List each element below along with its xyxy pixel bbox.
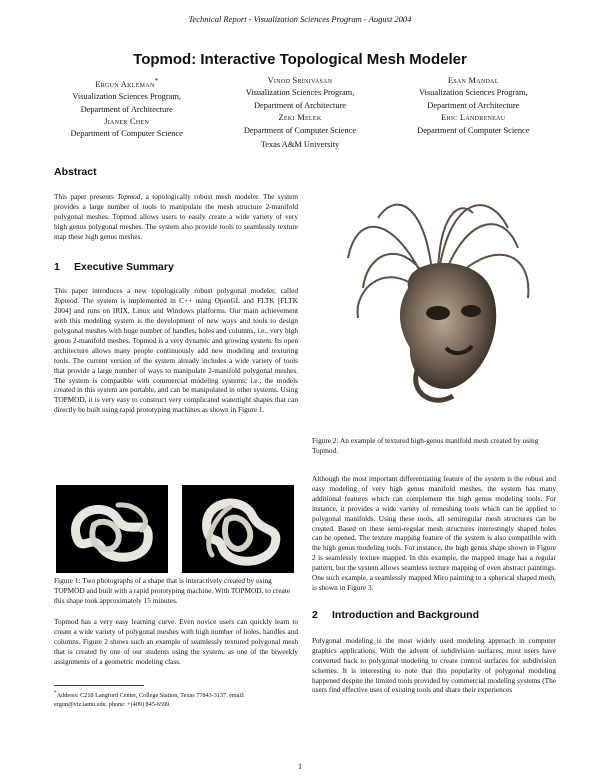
footnote-mark: * (154, 77, 159, 85)
section-1-paragraph-3: Although the most important differentiating feature of the system is the robust and easy modeling of very high genus manifold meshes, the system has many additional features which can complement the high genus modeling tools. For instance, it provides a wide variety of remeshing tools which can be applied to polygonal manifolds. Using these tools, all semiregular mesh structures can be created. Based on these semi-regular mesh structures interestingly shaped holes can be opened. The texture mapping feature of the system is also compatible with the high genus modeling tools. For instance, the high genus shape shown in Figure 2 is seamlessly texture mapped. In this example, the mapped image has a regular pattern, but the system allows seamless texture mapping of even abstract paintings. One such example, a seamlessly mapped Miro painting to a spherical shaped mesh, is shown in Figure 3. (312, 474, 556, 592)
author-name: Eric Landreneau (441, 113, 506, 123)
section-2 (312, 611, 556, 695)
page-number: 1 (298, 762, 302, 771)
author-department: Department of Architecture (80, 104, 173, 114)
author-column-1 (40, 75, 213, 141)
section-1-heading: 1 Executive Summary (54, 261, 174, 274)
author-affiliation: Visualization Sciences Program, (72, 92, 181, 102)
author-name: Zeki Melek (278, 113, 322, 123)
author-department: Department of Computer Science (70, 129, 183, 139)
figure-1-caption: Figure 1: Two photographs of a shape that is interactively created by using TOPMOD and built with a rapid prototyping machine. With TOPMOD, to create this shape took approximately 15 minutes. (54, 576, 291, 605)
author-column-2 (213, 75, 386, 141)
figure-1-photo-left (56, 485, 168, 573)
section-2-heading: 2 Introduction and Background (312, 609, 479, 621)
section-1-paragraph-1: This paper introduces a new topologically robust polygonal modeler, called Topmod. The system is implemented in C++ using OpenGL and FLTK [FLTK 2004] and runs on IRIX, Linux and Windows platforms. Our main achievement with this modeling system is the development of new ways and tools to design polygonal meshes with huge number of handles, holes and columns, i.e., very high genus 2-manifold meshes. Topmod is a very dynamic and growing system. Its open architecture allows many people continuously add new modeling and texturing tools. The current version of the system already includes a wide variety of tools that provide a large number of ways to manipulate 2-manifold polygonal meshes. The system is compatible with commercial modeling systems; i.e., the models created in this system are portable, and can be manipulated in other systems. Using TOPMOD, it is very easy to construct very complicated watertight shapes that can directly be built using rapid prototyping machines as shown in Figure 1. (54, 286, 298, 415)
figure-2-caption: Figure 2: An example of textured high-genus manifold mesh created by using Topmod. (312, 436, 539, 455)
figure-2-textured-mesh (338, 178, 538, 418)
abstract-text: This paper presents Topmod, a topologically robust mesh modeler. The system provides a large number of tools to manipulate the mesh structure 2-manifold polygonal meshes. Topmod allows users to easily create a wide variety of very high genus polygonal meshes. The system also provide tools to seamlessly texture map these high genus meshes. (54, 191, 299, 241)
footnote: *Address: C218 Langford Center, College Station, Texas 77843-3137. email: ergun@viz.tamu.edu. phone: +(409) 845-6599. (54, 690, 245, 708)
author-department: Department of Architecture (253, 100, 347, 110)
author-column-3 (387, 75, 560, 141)
university: Texas A&M University (260, 140, 340, 149)
left-column (54, 168, 298, 415)
author-department: Department of Computer Science (243, 125, 357, 135)
author-affiliation: Visualization Sciences Program, (419, 88, 528, 98)
figure-1-photo-right (182, 485, 294, 573)
author-affiliation: Visualization Sciences Program, (245, 88, 355, 98)
abstract-heading: Abstract (54, 166, 97, 178)
author-department: Department of Architecture (427, 100, 520, 110)
author-department: Department of Computer Science (417, 125, 530, 135)
author-name: Ergun Akleman (95, 79, 155, 89)
author-block (40, 75, 560, 141)
author-name: Vinod Srinivasan (267, 76, 333, 85)
running-header: Technical Report - Visualization Sciences Program - August 2004 (188, 14, 412, 24)
paper-title: Topmod: Interactive Topological Mesh Modeler (133, 51, 467, 68)
footnote-rule (54, 685, 144, 686)
section-2-paragraph-1: Polygonal modeling is the most widely used modeling approach in computer graphics applications. With the advent of subdivision surfaces, most users have converted back to polygonal modeling to create control surfaces for subdivision schemes. It is interesting to note that this popularity of polygonal modeling happened despite the limited tools provided by commercial modeling systems (The users find effective uses of existing tools and share their experiences (312, 635, 556, 695)
author-name: Esan Mandal (447, 76, 499, 85)
section-1-paragraph-2: Topmod has a very easy learning curve. Even novice users can quickly learn to create a wide variety of polygonal meshes with high number of holes, handles and columns. Figure 2 shows such an example of seamlessly textured polygonal mesh that is created by one of our students using the system, as one of the biweekly assignments of a geometric modeling class. (54, 617, 298, 666)
author-name: Jianer Chen (104, 117, 150, 127)
